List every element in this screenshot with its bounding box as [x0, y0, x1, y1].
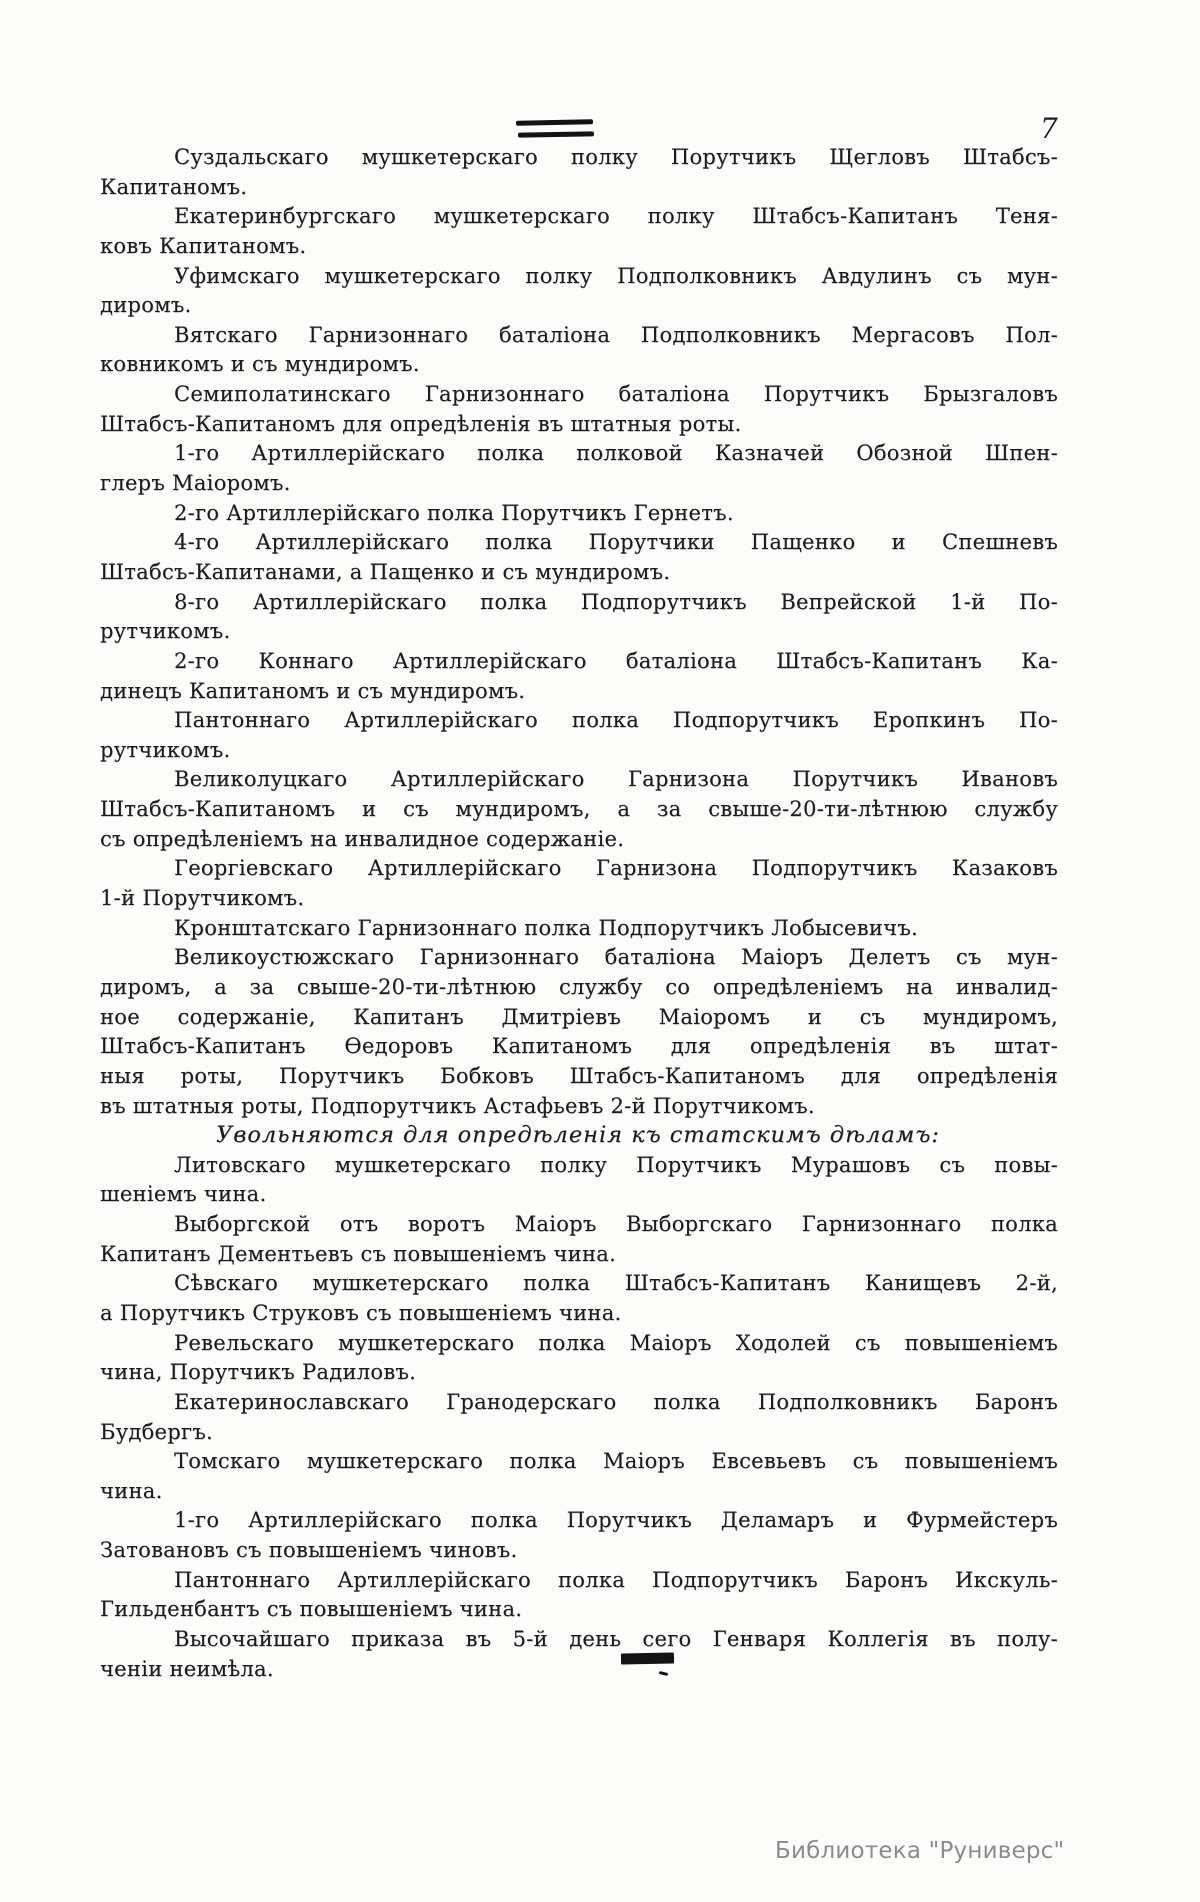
paragraph: [100, 499, 1058, 529]
text-line: Литовскаго мушкетерскаго полку Порутчикъ Мурашовъ съ повы-: [174, 1152, 1058, 1177]
text-line: Затовановъ съ повышеніемъ чиновъ.: [100, 1538, 518, 1563]
text-line: Штабсъ-Капитаномъ для опредѣленія въ штатныя роты.: [100, 411, 742, 436]
text-line: Гильденбантъ съ повышеніемъ чина.: [100, 1597, 523, 1622]
text-line: рутчикомъ.: [100, 619, 231, 644]
text-line: 2-го Артиллерійскаго полка Порутчикъ Гернетъ.: [174, 500, 734, 525]
text-line: 2-го Коннаго Артиллерійскаго баталіона Штабсъ-Капитанъ Ка-: [174, 648, 1058, 673]
paragraph: [100, 588, 1058, 647]
paragraph: [100, 1210, 1058, 1269]
paragraph: [100, 439, 1058, 498]
library-watermark: Библиотека "Руниверс": [775, 1838, 1065, 1864]
page-text: [100, 143, 1058, 1684]
paragraph: [100, 1151, 1058, 1210]
paragraph: [100, 321, 1058, 380]
text-line: Екатеринославскаго Гранодерскаго полка Подполковникъ Баронъ: [174, 1389, 1058, 1414]
text-line: Вятскаго Гарнизоннаго баталіона Подполковникъ Мергасовъ Пол-: [174, 322, 1058, 347]
text-line: ковникомъ и съ мундиромъ.: [100, 352, 420, 377]
paragraph: [100, 914, 1058, 944]
text-line: а Порутчикъ Струковъ съ повышеніемъ чина.: [100, 1300, 622, 1325]
paragraph: [100, 528, 1058, 587]
text-line: Выборгской отъ воротъ Маіоръ Выборгскаго Гарнизоннаго полка: [174, 1212, 1058, 1237]
text-line: Сѣвскаго мушкетерскаго полка Штабсъ-Капитанъ Канищевъ 2-й,: [174, 1271, 1058, 1296]
paragraph: [100, 262, 1058, 321]
text-line: Пантоннаго Артиллерійскаго полка Подпорутчикъ Еропкинъ По-: [174, 708, 1058, 733]
text-line: диромъ.: [100, 293, 192, 318]
paragraph: [100, 943, 1058, 1121]
text-line: Георгіевскаго Артиллерійскаго Гарнизона Подпорутчикъ Казаковъ: [174, 856, 1058, 881]
paragraph: [100, 1566, 1058, 1625]
text-line: Кронштатскаго Гарнизоннаго полка Подпорутчикъ Лобысевичъ.: [174, 915, 918, 940]
text-line: Увольняются для опредѣленія къ статскимъ дѣламъ:: [216, 1122, 940, 1149]
section-heading: [100, 1121, 1058, 1151]
text-line: чина, Порутчикъ Радиловъ.: [100, 1360, 417, 1385]
end-rule-icon: [621, 1652, 674, 1664]
header-rule-icon: [516, 119, 593, 126]
paragraph: [100, 1447, 1058, 1506]
header-rule-icon: [518, 131, 594, 137]
text-line: Штабсъ-Капитанами, а Пащенко и съ мундиромъ.: [100, 559, 671, 584]
text-line: Штабсъ-Капитаномъ и съ мундиромъ, а за свыше-20-ти-лѣтнюю службу: [100, 797, 1058, 822]
text-line: рутчикомъ.: [100, 737, 231, 762]
text-line: Высочайшаго приказа въ 5-й день сего Генваря Коллегія въ полу-: [174, 1627, 1058, 1652]
paragraph: [100, 1506, 1058, 1565]
text-line: шеніемъ чина.: [100, 1182, 267, 1207]
text-line: Семиполатинскаго Гарнизоннаго баталіона Порутчикъ Брызгаловъ: [174, 382, 1058, 407]
text-line: Капитаномъ.: [100, 174, 248, 199]
text-line: ныя роты, Порутчикъ Бобковъ Штабсъ-Капитаномъ для опредѣленія: [100, 1063, 1058, 1088]
paragraph: [100, 1269, 1058, 1328]
text-line: 1-го Артиллерійскаго полка полковой Казначей Обозной Шпен-: [174, 441, 1058, 466]
text-line: чина.: [100, 1478, 163, 1503]
paragraph: [100, 1625, 1058, 1684]
text-line: въ штатныя роты, Подпорутчикъ Астафьевъ 2-й Порутчикомъ.: [100, 1093, 815, 1118]
paragraph: [100, 765, 1058, 854]
text-line: диромъ, а за свыше-20-ти-лѣтнюю службу со опредѣленіемъ на инвалид-: [100, 974, 1058, 999]
paragraph: [100, 202, 1058, 261]
paragraph: [100, 1388, 1058, 1447]
text-line: Ревельскаго мушкетерскаго полка Маіоръ Ходолей съ повышеніемъ: [174, 1330, 1058, 1355]
text-line: ковъ Капитаномъ.: [100, 233, 307, 258]
text-line: глеръ Маіоромъ.: [100, 471, 291, 496]
text-line: Томскаго мушкетерскаго полка Маіоръ Евсевьевъ съ повышеніемъ: [174, 1449, 1058, 1474]
text-line: съ опредѣленіемъ на инвалидное содержаніе.: [100, 826, 625, 851]
page-number: 7: [1040, 112, 1058, 145]
paragraph: [100, 854, 1058, 913]
text-line: 1-го Артиллерійскаго полка Порутчикъ Деламаръ и Фурмейстеръ: [174, 1508, 1058, 1533]
text-line: Капитанъ Дементьевъ съ повышеніемъ чина.: [100, 1241, 617, 1266]
text-line: Великолуцкаго Артиллерійскаго Гарнизона Порутчикъ Ивановъ: [174, 767, 1058, 792]
paragraph: [100, 143, 1058, 202]
text-line: Уфимскаго мушкетерскаго полку Подполковникъ Авдулинъ съ мун-: [174, 263, 1058, 288]
text-line: ченіи неимѣла.: [100, 1656, 274, 1681]
text-line: Великоустюжскаго Гарнизоннаго баталіона Маіоръ Делетъ съ мун-: [174, 945, 1058, 970]
text-line: Суздальскаго мушкетерскаго полку Порутчикъ Щегловъ Штабсъ-: [174, 145, 1058, 169]
text-line: Екатеринбургскаго мушкетерскаго полку Штабсъ-Капитанъ Теня-: [174, 204, 1058, 229]
text-line: динецъ Капитаномъ и съ мундиромъ.: [100, 678, 526, 703]
text-line: 1-й Порутчикомъ.: [100, 886, 305, 911]
paragraph: [100, 380, 1058, 439]
paragraph: [100, 647, 1058, 706]
text-line: 4-го Артиллерійскаго полка Порутчики Пащенко и Спешневъ: [174, 530, 1058, 555]
paragraph: [100, 1329, 1058, 1388]
paragraph: [100, 706, 1058, 765]
text-line: Штабсъ-Капитанъ Ѳедоровъ Капитаномъ для опредѣленія въ штат-: [100, 1034, 1058, 1059]
text-line: 8-го Артиллерійскаго полка Подпорутчикъ Вепрейской 1-й По-: [174, 589, 1058, 614]
text-line: Будбергъ.: [100, 1419, 213, 1444]
text-line: Пантоннаго Артиллерійскаго полка Подпорутчикъ Баронъ Икскуль-: [174, 1567, 1058, 1592]
text-line: ное содержаніе, Капитанъ Дмитріевъ Маіоромъ и съ мундиромъ,: [100, 1004, 1058, 1029]
